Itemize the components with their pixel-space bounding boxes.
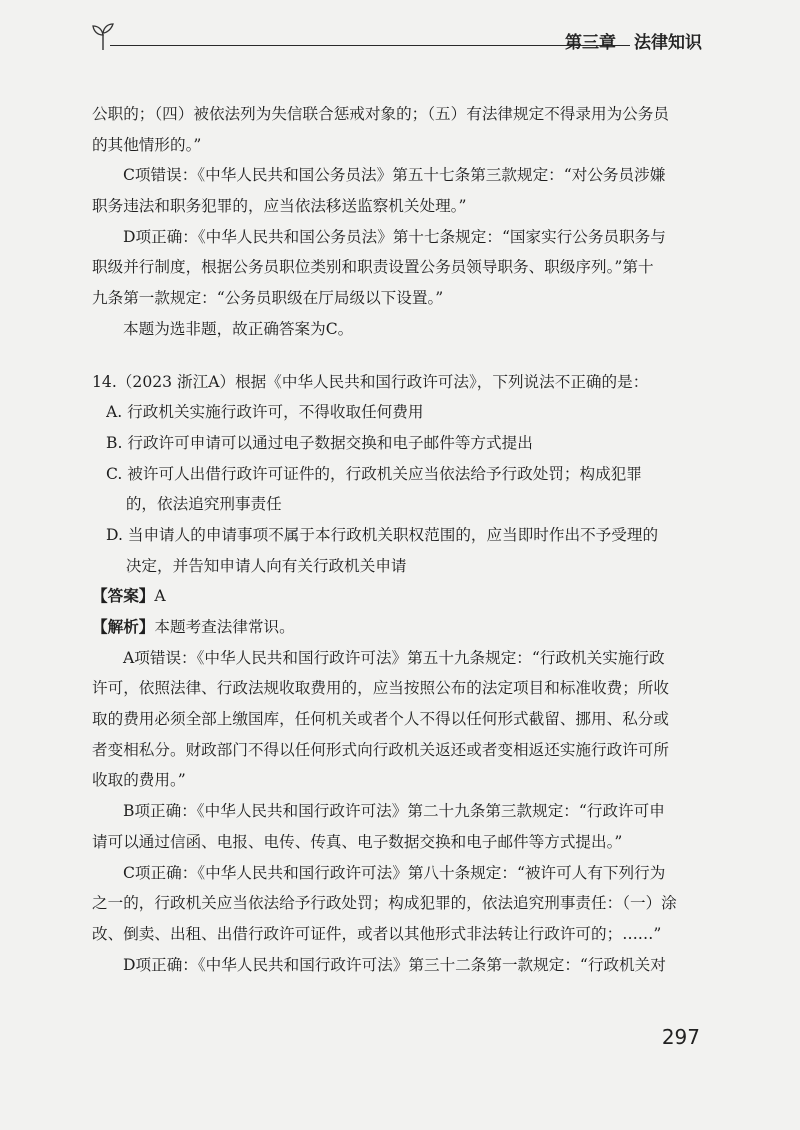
paragraph-line: 改、倒卖、出租、出借行政许可证件，或者以其他形式非法转让行政许可的；……”	[92, 924, 662, 943]
option-line: B. 行政许可申请可以通过电子数据交换和电子邮件等方式提出	[106, 433, 533, 452]
paragraph-line: 者变相私分。财政部门不得以任何形式向行政机关返还或者变相返还实施行政许可所	[92, 740, 669, 759]
paragraph-line: C项正确：《中华人民共和国行政许可法》第八十条规定：“被许可人有下列行为	[123, 863, 666, 882]
question-block	[92, 367, 704, 643]
question-stem: 14.（2023 浙江A）根据《中华人民共和国行政许可法》，下列说法不正确的是：	[92, 372, 649, 391]
page-number: 297	[661, 1025, 700, 1049]
paragraph-line: 本题为选非题，故正确答案为C。	[123, 319, 354, 338]
answer-value: A	[154, 587, 166, 606]
option-line: C. 被许可人出借行政许可证件的，行政机关应当依法给予行政处罚；构成犯罪	[106, 464, 642, 483]
spacer	[92, 345, 704, 367]
paragraph-line: 取的费用必须全部上缴国库，任何机关或者个人不得以任何形式截留、挪用、私分或	[92, 710, 669, 729]
chapter-heading	[565, 28, 702, 53]
header-rule	[110, 45, 630, 46]
chapter-number: 第三章	[565, 33, 616, 53]
option-line: D. 当申请人的申请事项不属于本行政机关职权范围的，应当即时作出不予受理的	[106, 525, 659, 544]
chapter-title: 法律知识	[634, 33, 702, 53]
paragraph-line: A项错误：《中华人民共和国行政许可法》第五十九条规定：“行政机关实施行政	[123, 648, 665, 667]
paragraph-line: 职务违法和职务犯罪的，应当依法移送监察机关处理。”	[92, 197, 467, 216]
page-header	[92, 22, 702, 62]
paragraph-line: B项正确：《中华人民共和国行政许可法》第二十九条第三款规定：“行政许可申	[123, 802, 665, 821]
answer-label: 【答案】	[92, 586, 155, 606]
paragraph-line: 九条第一款规定：“公务员职级在厅局级以下设置。”	[92, 289, 444, 308]
question-options	[92, 397, 704, 581]
paragraph-line: 职级并行制度，根据公务员职位类别和职责设置公务员领导职务、职级序列。”第十	[92, 258, 654, 277]
paragraph-line: 的其他情形的。”	[92, 135, 202, 154]
answer-line	[92, 581, 704, 612]
paragraph-line: D项正确：《中华人民共和国行政许可法》第三十二条第一款规定：“行政机关对	[123, 955, 666, 974]
option-line: 的，依法追究刑事责任	[106, 495, 282, 514]
paragraph-line: 之一的，行政机关应当依法给予行政处罚；构成犯罪的，依法追究刑事责任：（一）涂	[92, 894, 677, 913]
paragraph-line: 公职的；（四）被依法列为失信联合惩戒对象的；（五）有法律规定不得录用为公务员	[92, 105, 669, 123]
page-body	[92, 99, 704, 980]
option-line: 决定，并告知申请人向有关行政机关申请	[106, 556, 407, 575]
paragraph-line: 许可，依照法律、行政法规收取费用的，应当按照公布的法定项目和标准收费；所收	[92, 679, 669, 698]
analysis-value: 本题考查法律常识。	[154, 618, 295, 636]
sprout-icon	[92, 22, 114, 52]
paragraph-line: 收取的费用。”	[92, 771, 186, 790]
analysis-line	[92, 612, 704, 643]
paragraph-line: C项错误：《中华人民共和国公务员法》第五十七条第三款规定：“对公务员涉嫌	[123, 166, 666, 185]
analysis-label: 【解析】	[92, 617, 155, 636]
paragraph-line: D项正确：《中华人民共和国公务员法》第十七条规定：“国家实行公务员职务与	[123, 227, 666, 246]
previous-analysis	[92, 99, 704, 345]
paragraph-line: 请可以通过信函、电报、电传、传真、电子数据交换和电子邮件等方式提出。”	[92, 832, 623, 851]
analysis-text	[92, 643, 704, 981]
option-line: A. 行政机关实施行政许可，不得收取任何费用	[106, 403, 424, 422]
